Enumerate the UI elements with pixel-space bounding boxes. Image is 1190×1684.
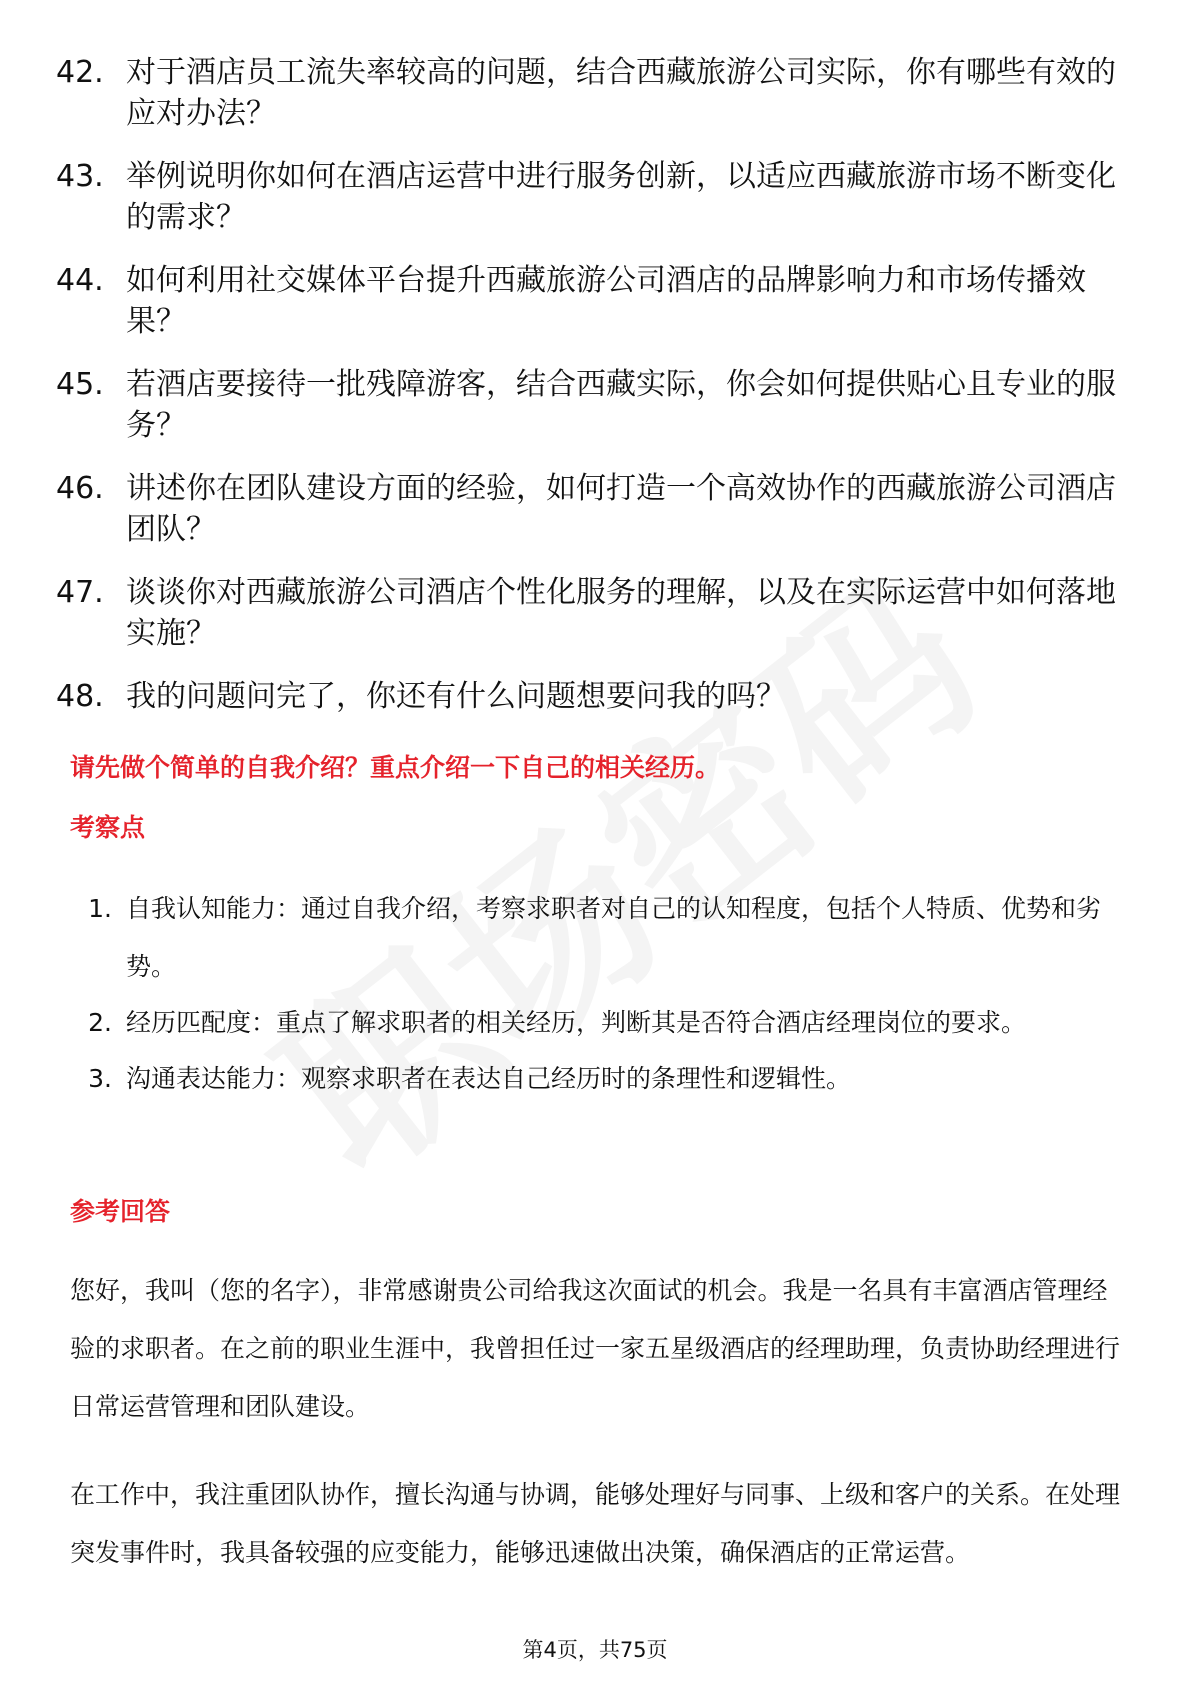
- question-list: [56, 52, 1136, 739]
- question-text: 讲述你在团队建设方面的经验，如何打造一个高效协作的西藏旅游公司酒店团队？: [126, 471, 1116, 547]
- point-number: 1.: [88, 894, 112, 923]
- question-text: 谈谈你对西藏旅游公司酒店个性化服务的理解，以及在实际运营中如何落地实施？: [126, 575, 1116, 651]
- assessment-point: [70, 1050, 1120, 1108]
- assessment-points-heading: 考察点: [70, 813, 146, 842]
- answer-paragraph: 您好，我叫（您的名字），非常感谢贵公司给我这次面试的机会。我是一名具有丰富酒店管理经验的求职者。在之前的职业生涯中，我曾担任过一家五星级酒店的经理助理，负责协助经理进行日常运营管理和团队建设。: [70, 1276, 1121, 1421]
- question-number: 43.: [56, 159, 104, 194]
- question-item: [56, 260, 1136, 342]
- point-number: 3.: [88, 1064, 112, 1093]
- question-text: 举例说明你如何在酒店运营中进行服务创新，以适应西藏旅游市场不断变化的需求？: [126, 159, 1116, 235]
- point-text: 自我认知能力：通过自我介绍，考察求职者对自己的认知程度，包括个人特质、优势和劣势。: [126, 894, 1102, 981]
- answer-paragraph: 在工作中，我注重团队协作，擅长沟通与协调，能够处理好与同事、上级和客户的关系。在处理突发事件时，我具备较强的应变能力，能够迅速做出决策，确保酒店的正常运营。: [70, 1480, 1121, 1567]
- question-item: [56, 156, 1136, 238]
- question-number: 44.: [56, 263, 104, 298]
- assessment-point: [70, 880, 1120, 996]
- point-text: 经历匹配度：重点了解求职者的相关经历，判断其是否符合酒店经理岗位的要求。: [126, 1008, 1027, 1037]
- question-item: [56, 572, 1136, 654]
- question-text: 若酒店要接待一批残障游客，结合西藏实际，你会如何提供贴心且专业的服务？: [126, 367, 1116, 443]
- question-number: 48.: [56, 679, 104, 714]
- interview-question-heading: 请先做个简单的自我介绍？重点介绍一下自己的相关经历。: [70, 753, 721, 782]
- question-item: [56, 52, 1136, 134]
- point-text: 沟通表达能力：观察求职者在表达自己经历时的条理性和逻辑性。: [126, 1064, 852, 1093]
- assessment-points-list: [70, 880, 1120, 1106]
- question-item: [56, 364, 1136, 446]
- question-number: 46.: [56, 471, 104, 506]
- assessment-point: [70, 994, 1120, 1052]
- question-number: 42.: [56, 55, 104, 90]
- question-number: 45.: [56, 367, 104, 402]
- question-item: [56, 676, 1136, 717]
- page-number-footer: 第4页，共75页: [522, 1638, 668, 1662]
- point-number: 2.: [88, 1008, 112, 1037]
- question-item: [56, 468, 1136, 550]
- question-text: 对于酒店员工流失率较高的问题，结合西藏旅游公司实际，你有哪些有效的应对办法？: [126, 55, 1116, 131]
- question-number: 47.: [56, 575, 104, 610]
- question-text: 如何利用社交媒体平台提升西藏旅游公司酒店的品牌影响力和市场传播效果？: [126, 263, 1086, 339]
- question-text: 我的问题问完了，你还有什么问题想要问我的吗？: [126, 679, 786, 714]
- reference-answer-heading: 参考回答: [70, 1197, 171, 1226]
